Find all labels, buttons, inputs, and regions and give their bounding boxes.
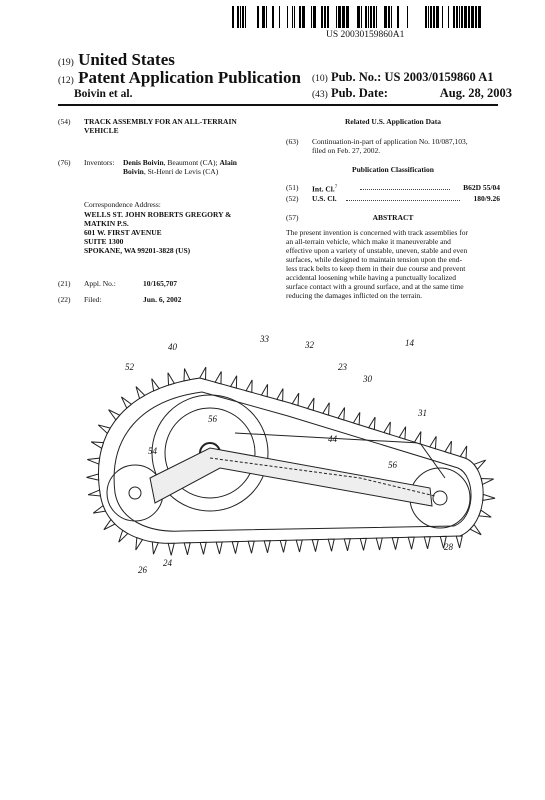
pub-number-line [312, 70, 493, 85]
track-cleat [392, 538, 398, 550]
track-cleat [312, 540, 318, 552]
track-cleat [93, 506, 105, 513]
abstract-line: effective upon a variety of unstable, uneven, stable and even [286, 246, 468, 255]
track-cleat [328, 539, 334, 551]
barcode-bar [336, 6, 337, 28]
track-cleat [184, 543, 190, 555]
barcode-bar [287, 6, 288, 28]
correspondence-address [84, 210, 284, 255]
int-cl-row [312, 183, 500, 194]
inventors [123, 158, 293, 176]
abstract-line: surface contact with a ground surface, and at the same time [286, 282, 464, 291]
barcode-bar [456, 6, 458, 28]
barcode-bar [245, 6, 246, 28]
abstract-code: (57) [286, 213, 299, 222]
barcode-bar [313, 6, 316, 28]
frame-arm [150, 448, 432, 506]
classification-heading: Publication Classification [352, 165, 434, 174]
barcode-bar [478, 6, 481, 28]
track-cleat [474, 460, 486, 469]
track-cleat [292, 393, 298, 405]
barcode-bar [240, 6, 241, 28]
us-cl-label: U.S. Cl. [312, 194, 337, 203]
barcode-bar [346, 6, 349, 28]
related-line-1: Continuation-in-part of application No. 10/087,103, [312, 137, 468, 146]
barcode-bar [397, 6, 399, 28]
publication-type-line [58, 68, 301, 88]
track-cleat [414, 432, 420, 444]
fig-label: 23 [338, 362, 347, 372]
track-cleat [231, 376, 237, 388]
fig-label: 24 [163, 558, 172, 568]
abstract-line: reducing the damages inflicted on the terrain. [286, 291, 422, 300]
abstract-line: The present invention is concerned with track assemblies for [286, 228, 469, 237]
barcode-bar [376, 6, 377, 28]
address-line: SUITE 1300 [84, 237, 124, 246]
track-cleat [353, 412, 359, 424]
barcode-bar [338, 6, 341, 28]
barcode-bar [321, 6, 323, 28]
fig-label: 56 [208, 414, 217, 424]
barcode-number: US 20030159860A1 [326, 30, 405, 40]
barcode-bar [368, 6, 369, 28]
correspondence-label: Correspondence Address: [84, 200, 161, 209]
barcode-bar [428, 6, 429, 28]
track-cleat [261, 384, 267, 396]
track-cleat [136, 387, 145, 399]
pub-date-label: Pub. Date: [330, 86, 388, 100]
track-cleat [216, 542, 222, 554]
publication-type: Patent Application Publication [78, 68, 301, 87]
related-line-2: filed on Feb. 27, 2002. [312, 146, 381, 155]
filed-date: Jun. 6, 2002 [143, 295, 182, 304]
abstract-line: surfaces, while designed to maintain tension upon the end- [286, 255, 462, 264]
fig-label: 33 [260, 334, 269, 344]
fig-label: 30 [363, 374, 372, 384]
related-code: (63) [286, 137, 299, 146]
leader-dots [360, 189, 450, 190]
barcode-bar [272, 6, 274, 28]
track-cleat [408, 537, 414, 549]
track-cleat [277, 389, 283, 401]
abstract-text [286, 228, 500, 300]
title [84, 117, 284, 135]
barcode-bar [279, 6, 280, 28]
barcode-bar [471, 6, 474, 28]
track-cleat [152, 542, 158, 554]
appl-code: (21) [58, 279, 71, 288]
track-cleat [280, 540, 286, 552]
track-cleat [424, 537, 430, 549]
barcode-bar [433, 6, 435, 28]
int-cl-label: Int. Cl. [312, 184, 335, 194]
barcode-bar [342, 6, 345, 28]
us-cl-code: (52) [286, 194, 299, 203]
barcode-bar [262, 6, 265, 28]
track-cleat [88, 490, 100, 496]
track-cleat [87, 458, 99, 464]
related-text [312, 137, 502, 155]
track-cleat [104, 520, 115, 530]
int-cl-code: (51) [286, 183, 299, 192]
track-cleat [445, 441, 451, 453]
fig-label: 31 [418, 408, 427, 418]
barcode-bar [266, 6, 267, 28]
track-cleat [264, 541, 270, 553]
barcode-bar [464, 6, 467, 28]
fig-label: 44 [328, 434, 337, 444]
track-cleat [456, 536, 462, 548]
address-line: WELLS ST. JOHN ROBERTS GREGORY & [84, 210, 232, 219]
track-cleat [338, 408, 344, 420]
us-cl-row [312, 194, 500, 203]
barcode-bar [299, 6, 301, 28]
track-cleat [168, 543, 174, 555]
title-line-1: TRACK ASSEMBLY FOR AN ALL-TERRAIN [84, 117, 237, 126]
barcode-bar [370, 6, 372, 28]
barcode-bar [292, 6, 293, 28]
barcode-bar [425, 6, 427, 28]
fig-label: 32 [305, 340, 314, 350]
barcode-bar [361, 6, 362, 28]
fig-label: 52 [125, 362, 134, 372]
track-cleat [121, 397, 131, 408]
filed-label: Filed: [84, 295, 102, 304]
pub-date: Aug. 28, 2003 [439, 86, 512, 100]
inventor-1-location: , Beaumont (CA); [163, 158, 218, 167]
fig-label: 28 [444, 542, 453, 552]
barcode-bar [294, 6, 295, 28]
barcode-bar [365, 6, 367, 28]
inventor-1-name: Denis Boivin [123, 158, 164, 167]
barcode-bar [430, 6, 432, 28]
abstract-heading: ABSTRACT [372, 213, 414, 222]
track-cleat [136, 538, 143, 550]
fig-label: 54 [148, 446, 157, 456]
barcode-bar [391, 6, 392, 28]
abstract-line: accidental loosening while having a punctually localized [286, 273, 456, 282]
barcode-bar [436, 6, 439, 28]
leader-dots [346, 200, 460, 201]
barcode-bar [311, 6, 312, 28]
int-cl-superscript: 7 [334, 185, 338, 190]
pub-no-code: (10) [312, 74, 328, 84]
filed-code: (22) [58, 295, 71, 304]
fig-label: 14 [405, 338, 414, 348]
track-cleat [360, 538, 366, 550]
track-cleat [296, 540, 302, 552]
related-heading: Related U.S. Application Data [344, 117, 442, 126]
track-cleat [215, 371, 221, 383]
address-line: 601 W. FIRST AVENUE [84, 228, 162, 237]
track-belt-outer [98, 378, 483, 543]
track-cleat [119, 530, 128, 542]
track-cleat [430, 436, 436, 448]
fig-label: 26 [138, 565, 147, 575]
track-cleat [481, 479, 493, 485]
barcode-bar [327, 6, 329, 28]
country-code: (19) [58, 58, 74, 68]
track-cleat [200, 367, 206, 379]
track-cleat [308, 398, 314, 410]
us-cl-value: 180/9.26 [473, 194, 500, 203]
barcode-bar [302, 6, 305, 28]
appl-label: Appl. No.: [84, 279, 116, 288]
track-cleat [87, 474, 99, 480]
track-cleat [168, 373, 174, 385]
barcode-bar [257, 6, 259, 28]
track-cleat [376, 538, 382, 550]
pub-date-code: (43) [312, 90, 328, 100]
pub-date-line [312, 86, 512, 101]
track-cleat [184, 369, 190, 381]
inventors-code: (76) [58, 158, 71, 167]
barcode-bar [468, 6, 470, 28]
pub-no: US 2003/0159860 A1 [384, 70, 494, 84]
barcode [232, 6, 482, 28]
country: United States [78, 50, 175, 69]
inventor-2-name-a: Alain [219, 158, 237, 167]
barcode-bar [388, 6, 390, 28]
track-cleat [152, 379, 159, 391]
country-line [58, 50, 175, 70]
address-line: SPOKANE, WA 99201-3828 (US) [84, 246, 191, 255]
int-cl-value: B62D 55/04 [463, 183, 500, 192]
track-cleat [460, 446, 466, 458]
barcode-bar [384, 6, 387, 28]
inventor-2-location: , St-Henri de Levis (CA) [143, 167, 219, 176]
barcode-bar [407, 6, 408, 28]
barcode-bar [357, 6, 360, 28]
abstract-line: an all-terrain vehicle, which make it maneuverable and [286, 237, 451, 246]
track-cleat [399, 427, 405, 439]
barcode-bar [461, 6, 463, 28]
barcode-bar [237, 6, 239, 28]
track-cleat [483, 494, 495, 500]
type-code: (12) [58, 76, 74, 86]
fig-label: 56 [388, 460, 397, 470]
barcode-bar [324, 6, 326, 28]
barcode-bar [373, 6, 375, 28]
track-cleat [369, 417, 375, 429]
track-cleat [479, 510, 491, 517]
authors: Boivin et al. [74, 88, 133, 100]
track-cleat [109, 410, 120, 420]
barcode-bar [232, 6, 234, 28]
barcode-bar [453, 6, 455, 28]
track-cleat [384, 422, 390, 434]
fig-label: 40 [168, 342, 177, 352]
title-code: (54) [58, 117, 71, 126]
barcode-bar [442, 6, 443, 28]
track-assembly-figure [60, 318, 500, 598]
barcode-bar [448, 6, 449, 28]
track-cleat [98, 425, 110, 433]
address-line: MATKIN P.S. [84, 219, 129, 228]
abstract-line: less track belts to keep them in their due course and prevent [286, 264, 466, 273]
track-cleat [248, 541, 254, 553]
barcode-bar [242, 6, 244, 28]
pub-no-label: Pub. No.: [330, 70, 382, 84]
barcode-bar [459, 6, 460, 28]
track-cleat [91, 442, 103, 448]
track-cleat [344, 539, 350, 551]
inventor-2-name-b: Boivin [123, 167, 144, 176]
front-idler-hub [433, 491, 447, 505]
track-cleat [323, 403, 329, 415]
rear-idler-hub [129, 487, 141, 499]
track-cleat [246, 380, 252, 392]
track-cleat [470, 525, 481, 535]
track-cleat [232, 542, 238, 554]
barcode-bar [475, 6, 477, 28]
inventors-label: Inventors: [84, 158, 115, 167]
appl-number: 10/165,707 [143, 279, 177, 288]
title-line-2: VEHICLE [84, 126, 119, 135]
track-cleat [200, 542, 206, 554]
header-rule [58, 104, 498, 106]
